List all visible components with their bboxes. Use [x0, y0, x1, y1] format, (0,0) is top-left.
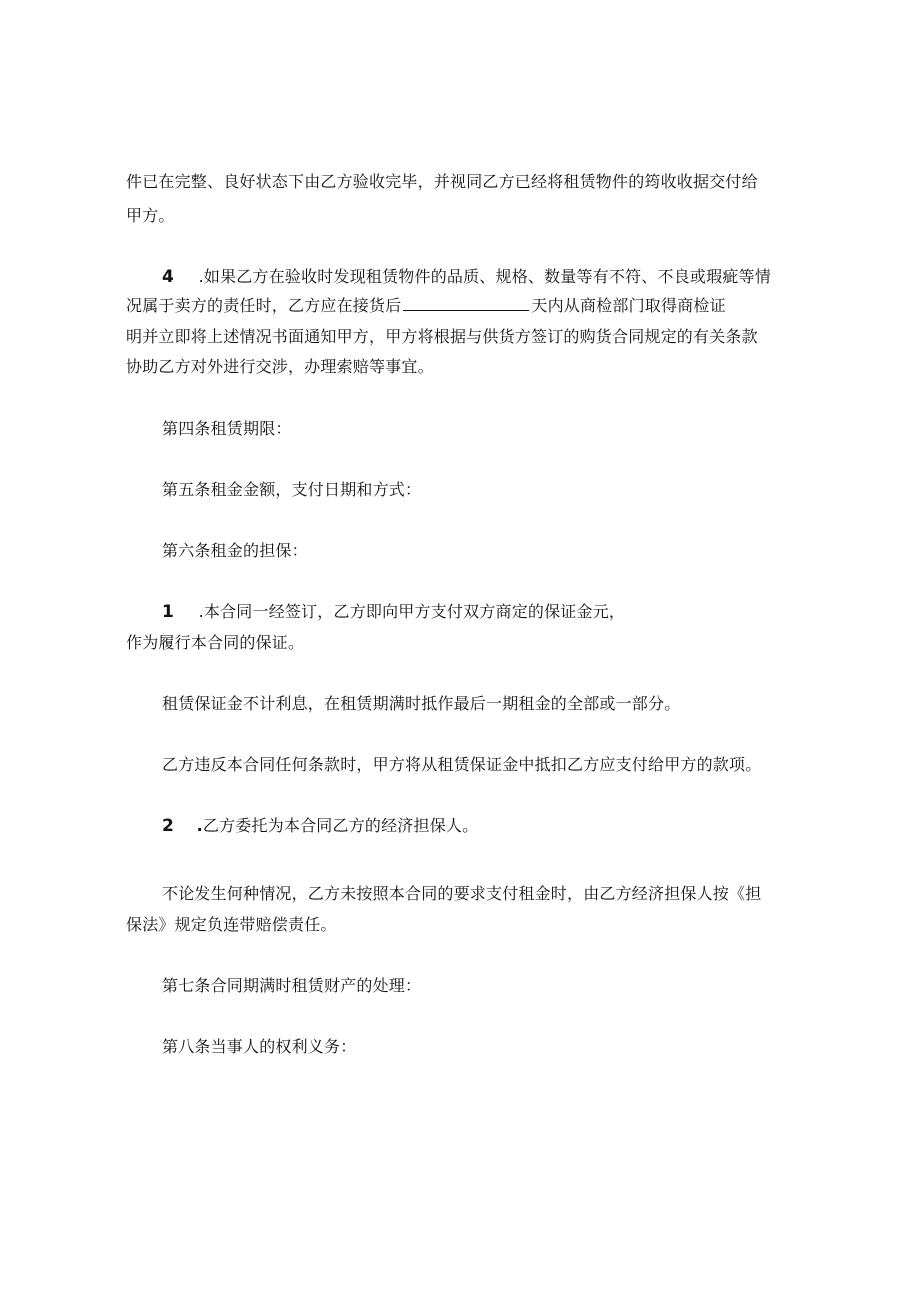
- guarantee-paragraph-line-1: 不论发生何种情况，乙方未按照本合同的要求支付租金时，由乙方经济担保人按《担: [162, 884, 762, 903]
- item-4-line-1: [162, 266, 771, 288]
- article-8-heading: 第八条当事人的权利义务：: [162, 1037, 357, 1056]
- item-2-text: 乙方委托为本合同乙方的经济担保人。: [202, 816, 479, 835]
- item-1-line-1: [162, 601, 625, 623]
- blank-field-days[interactable]: [403, 295, 529, 311]
- item-1-line-2: 作为履行本合同的保证。: [126, 633, 305, 652]
- guarantee-paragraph-line-2: 保法》规定负连带赔偿责任。: [126, 915, 337, 934]
- item-2-number: 2: [162, 816, 175, 836]
- article-5-heading: 第五条租金金额，支付日期和方式：: [162, 480, 422, 499]
- paragraph-1-line-2: 甲方。: [126, 206, 175, 225]
- breach-paragraph: 乙方违反本合同任何条款时，甲方将从租赁保证金中抵扣乙方应支付给甲方的款项。: [162, 755, 762, 774]
- item-4-line-3: 明并立即将上述情况书面通知甲方，甲方将根据与供货方签订的购货合同规定的有关条款: [126, 327, 758, 346]
- item-4-text-1: .如果乙方在验收时发现租赁物件的品质、规格、数量等有不符、不良或瑕疵等情: [198, 267, 771, 286]
- item-4-number: 4: [162, 267, 175, 287]
- item-4-line-4: 协助乙方对外进行交涉，办理索赔等事宜。: [126, 357, 434, 376]
- item-2-line: [162, 815, 478, 837]
- item-4-line-2: [126, 295, 726, 317]
- item-4-text-2a: 况属于卖方的责任时，乙方应在接货后: [126, 296, 402, 315]
- paragraph-1-line-1: 件已在完整、良好状态下由乙方验收完毕，并视同乙方已经将租赁物件的筠收收据交付给: [126, 172, 758, 191]
- item-4-text-2b: 天内从商检部门取得商检证: [531, 296, 726, 315]
- item-1-text-1: .本合同一经签订，乙方即向甲方支付双方商定的保证金元，: [198, 602, 626, 621]
- item-1-number: 1: [162, 602, 175, 622]
- article-4-heading: 第四条租赁期限：: [162, 419, 292, 438]
- item-2-dot: .: [196, 816, 203, 835]
- article-7-heading: 第七条合同期满时租赁财产的处理：: [162, 976, 422, 995]
- article-6-heading: 第六条租金的担保：: [162, 541, 308, 560]
- deposit-paragraph: 租赁保证金不计利息，在租赁期满时抵作最后一期租金的全部或一部分。: [162, 694, 681, 713]
